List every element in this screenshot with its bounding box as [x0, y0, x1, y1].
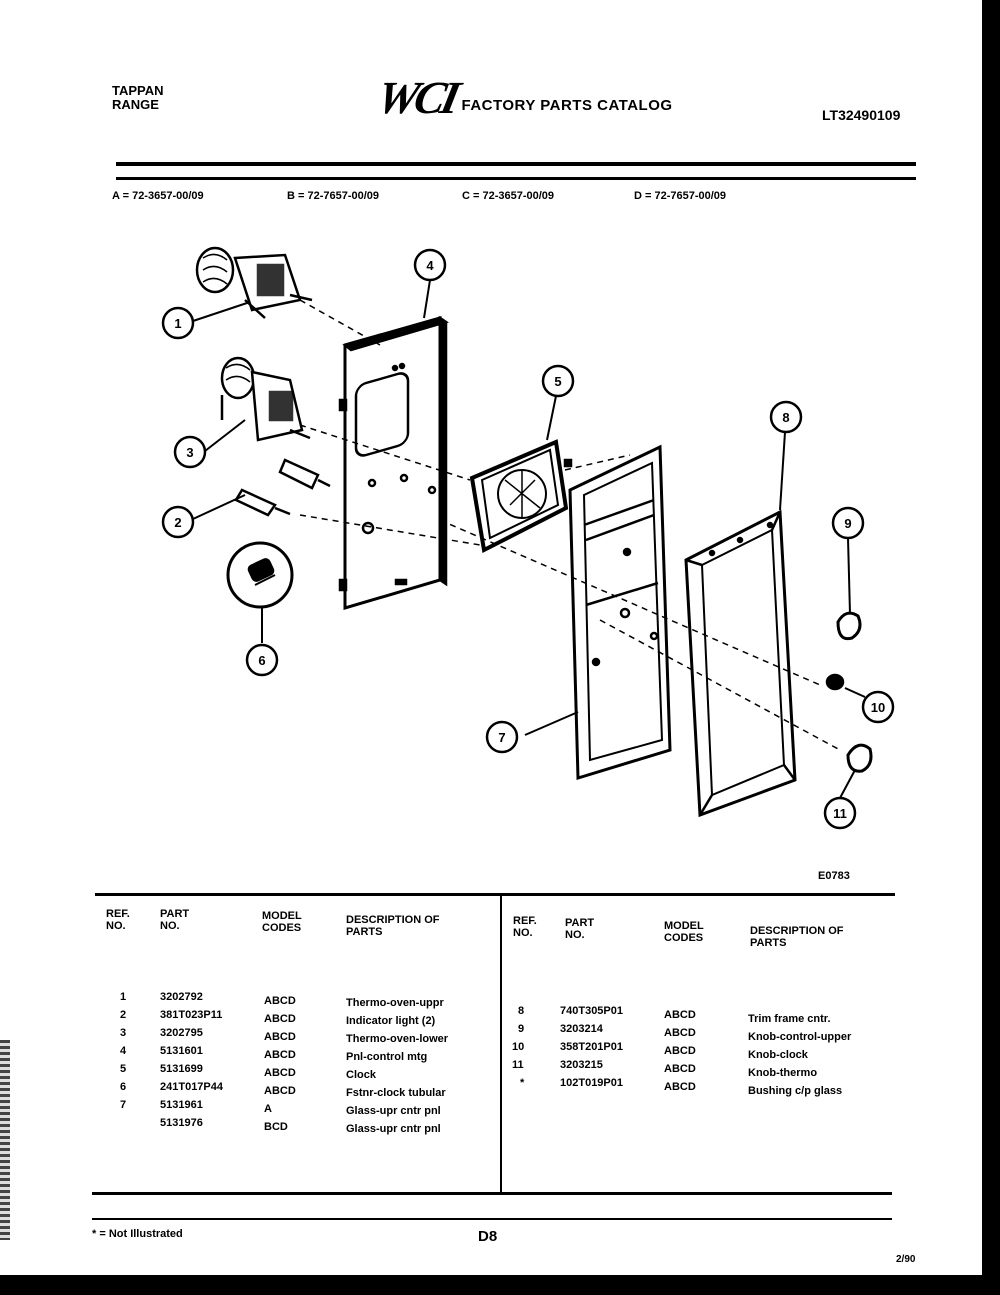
header-part-no-left: PART NO. [160, 908, 190, 932]
table-bottom-rule [92, 1192, 892, 1195]
table-cell: Clock [346, 1069, 376, 1081]
model-d: D = 72-7657-00/09 [634, 190, 727, 202]
table-cell: Fstnr-clock tubular [346, 1087, 446, 1099]
table-cell: 6 [120, 1081, 127, 1093]
table-cell: ABCD [664, 1081, 696, 1093]
table-top-rule [95, 893, 895, 896]
table-cell: 4 [120, 1045, 127, 1057]
knob-upper [838, 613, 860, 639]
control-mounting-panel [340, 318, 446, 608]
model-b: B = 72-7657-00/09 [287, 190, 380, 202]
product-type: RANGE [112, 97, 159, 112]
table-cell: ABCD [664, 1045, 696, 1057]
indicator-light [236, 460, 330, 515]
clock-part [472, 442, 571, 550]
trim-frame [686, 512, 795, 815]
callout-label-6: 6 [258, 653, 266, 668]
table-cell: 3202795 [160, 1027, 203, 1039]
header-model-codes-right: MODEL CODES [664, 920, 704, 944]
header-description-right: DESCRIPTION OF PARTS [750, 925, 844, 949]
table-cell: ABCD [264, 995, 296, 1007]
header-ref-no-left: REF. NO. [106, 908, 130, 932]
table-cell: ABCD [664, 1027, 696, 1039]
header-part-no-right: PART NO. [565, 917, 595, 941]
table-cell: 3 [120, 1027, 127, 1039]
table-cell: Bushing c/p glass [748, 1085, 843, 1097]
table-cell: 3203215 [560, 1059, 603, 1071]
callout-label-1: 1 [174, 316, 182, 331]
catalog-number: LT32490109 [822, 107, 901, 123]
table-cell: ABCD [264, 1085, 296, 1097]
table-cell: Thermo-oven-lower [346, 1033, 449, 1045]
table-cell: 381T023P11 [160, 1009, 223, 1021]
table-cell: Thermo-oven-uppr [346, 997, 444, 1009]
wci-logo: WCI [372, 72, 462, 123]
table-cell: 1 [120, 991, 127, 1003]
header-ref-no-right: REF. NO. [513, 915, 537, 939]
knob-thermo [848, 745, 871, 771]
table-cell: Trim frame cntr. [748, 1013, 831, 1025]
table-cell: * [520, 1077, 525, 1089]
table-cell: ABCD [264, 1013, 296, 1025]
table-cell: 5131601 [160, 1045, 203, 1057]
callout-label-4: 4 [426, 258, 434, 273]
table-cell: 740T305P01 [560, 1005, 623, 1017]
model-c: C = 72-3657-00/09 [462, 190, 555, 202]
table-cell: Knob-control-upper [748, 1031, 852, 1043]
catalog-title: FACTORY PARTS CATALOG [461, 97, 673, 114]
table-cell: 2 [120, 1009, 127, 1021]
table-cell: Knob-thermo [748, 1067, 818, 1079]
table-cell: 241T017P44 [160, 1081, 223, 1093]
table-cell: Knob-clock [748, 1049, 808, 1061]
table-cell: ABCD [664, 1009, 696, 1021]
page-number: D8 [478, 1228, 498, 1245]
callout-label-3: 3 [186, 445, 194, 460]
table-cell: 7 [120, 1099, 127, 1111]
callout-label-10: 10 [870, 700, 886, 715]
not-illustrated-note: * = Not Illustrated [92, 1228, 183, 1240]
scan-edge-left [0, 1040, 10, 1240]
revision-date: 2/90 [896, 1254, 916, 1265]
table-divider [500, 896, 502, 1192]
table-cell: 5131699 [160, 1063, 203, 1075]
table-cell: 5131961 [160, 1099, 203, 1111]
table-cell: Glass-upr cntr pnl [346, 1105, 441, 1117]
callout-label-2: 2 [174, 515, 182, 530]
table-cell: 11 [512, 1059, 524, 1071]
table-cell: 10 [512, 1041, 525, 1053]
table-cell: 3202792 [160, 991, 203, 1003]
table-cell: 102T019P01 [560, 1077, 623, 1089]
table-cell: Glass-upr cntr pnl [346, 1123, 441, 1135]
table-cell: 5 [120, 1063, 127, 1075]
table-cell: BCD [264, 1121, 288, 1133]
model-a: A = 72-3657-00/09 [112, 190, 204, 202]
brand-name: TAPPAN [112, 83, 164, 98]
table-cell: 3203214 [560, 1023, 603, 1035]
table-cell: 5131976 [160, 1117, 203, 1129]
table-cell: 9 [518, 1023, 525, 1035]
table-cell: 358T201P01 [560, 1041, 623, 1053]
center-panel-glass [570, 447, 670, 778]
thermostat-upper [197, 248, 312, 318]
header-model-codes-left: MODEL CODES [262, 910, 302, 934]
callout-label-8: 8 [782, 410, 790, 425]
page-bottom-rule [92, 1218, 892, 1220]
knob-clock [827, 675, 843, 689]
callout-label-5: 5 [554, 374, 562, 389]
table-cell: 8 [518, 1005, 525, 1017]
table-cell: ABCD [264, 1049, 296, 1061]
callout-label-7: 7 [498, 730, 506, 745]
table-cell: Indicator light (2) [346, 1015, 436, 1027]
table-cell: ABCD [264, 1031, 296, 1043]
callout-label-9: 9 [844, 516, 852, 531]
callout-label-11: 11 [833, 806, 847, 821]
clock-fastener [228, 543, 292, 607]
scan-border-bottom [0, 1275, 1000, 1295]
table-cell: ABCD [264, 1067, 296, 1079]
table-cell: ABCD [664, 1063, 696, 1075]
diagram-code: E0783 [818, 870, 850, 882]
table-cell: A [264, 1103, 272, 1115]
header-description-left: DESCRIPTION OF PARTS [346, 914, 440, 938]
table-cell: Pnl-control mtg [346, 1051, 428, 1063]
